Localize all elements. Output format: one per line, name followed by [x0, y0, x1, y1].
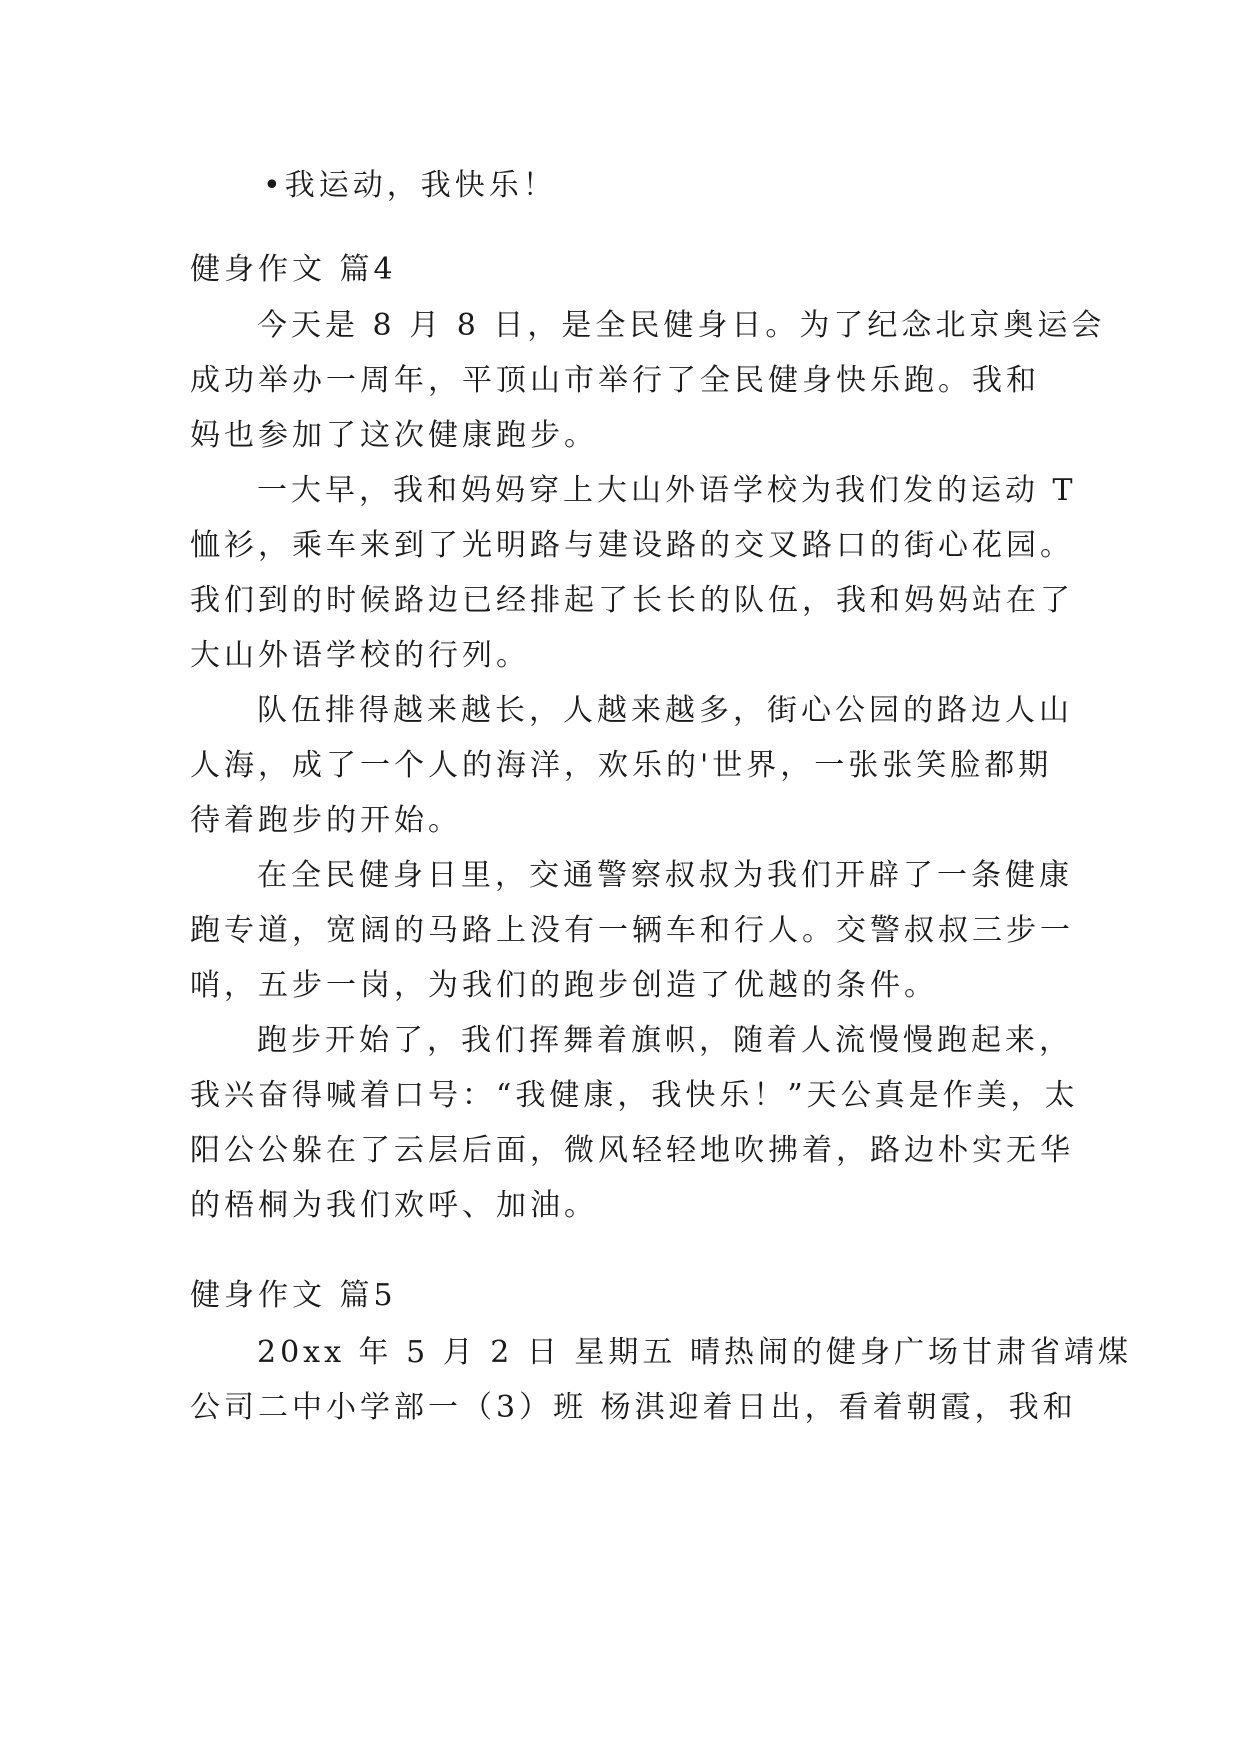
paragraph-line: 人海，成了一个人的海洋，欢乐的'世界，一张张笑脸都期: [190, 748, 1053, 783]
paragraph-line: 待着跑步的开始。: [190, 803, 462, 838]
paragraph-line: 队伍排得越来越长，人越来越多，街心公园的路边人山: [257, 693, 1073, 728]
bullet-line: •我运动，我快乐！: [263, 168, 557, 203]
paragraph-line: 我兴奋得喊着口号：“我健康，我快乐！”天公真是作美，太: [190, 1078, 1079, 1113]
paragraph-line: 在全民健身日里，交通警察叔叔为我们开辟了一条健康: [257, 858, 1073, 893]
paragraph-line: 我们到的时候路边已经排起了长长的队伍，我和妈妈站在了: [190, 583, 1074, 618]
paragraph-line: 跑专道，宽阔的马路上没有一辆车和行人。交警叔叔三步一: [190, 913, 1074, 948]
paragraph-line: 公司二中小学部一（3）班 杨淇迎着日出，看着朝霞，我和: [190, 1390, 1077, 1425]
section-5-heading: 健身作文 篇5: [190, 1278, 397, 1313]
section-4-heading: 健身作文 篇4: [190, 252, 397, 287]
paragraph-line: 成功举办一周年，平顶山市举行了全民健身快乐跑。我和: [190, 363, 1040, 398]
paragraph-line: 哨，五步一岗，为我们的跑步创造了优越的条件。: [190, 968, 938, 1003]
paragraph-line: 的梧桐为我们欢呼、加油。: [190, 1188, 598, 1223]
paragraph-line: 今天是 8 月 8 日，是全民健身日。为了纪念北京奥运会: [257, 308, 1106, 343]
paragraph-line: 恤衫，乘车来到了光明路与建设路的交叉路口的街心花园。: [190, 528, 1074, 563]
paragraph-line: 大山外语学校的行列。: [190, 638, 530, 673]
paragraph-line: 妈也参加了这次健康跑步。: [190, 418, 598, 453]
paragraph-line: 一大早，我和妈妈穿上大山外语学校为我们发的运动 T: [257, 473, 1077, 508]
paragraph-line: 20xx 年 5 月 2 日 星期五 晴热闹的健身广场甘肃省靖煤: [257, 1335, 1132, 1370]
paragraph-line: 跑步开始了，我们挥舞着旗帜，随着人流慢慢跑起来，: [257, 1023, 1073, 1058]
paragraph-line: 阳公公躲在了云层后面，微风轻轻地吹拂着，路边朴实无华: [190, 1133, 1074, 1168]
